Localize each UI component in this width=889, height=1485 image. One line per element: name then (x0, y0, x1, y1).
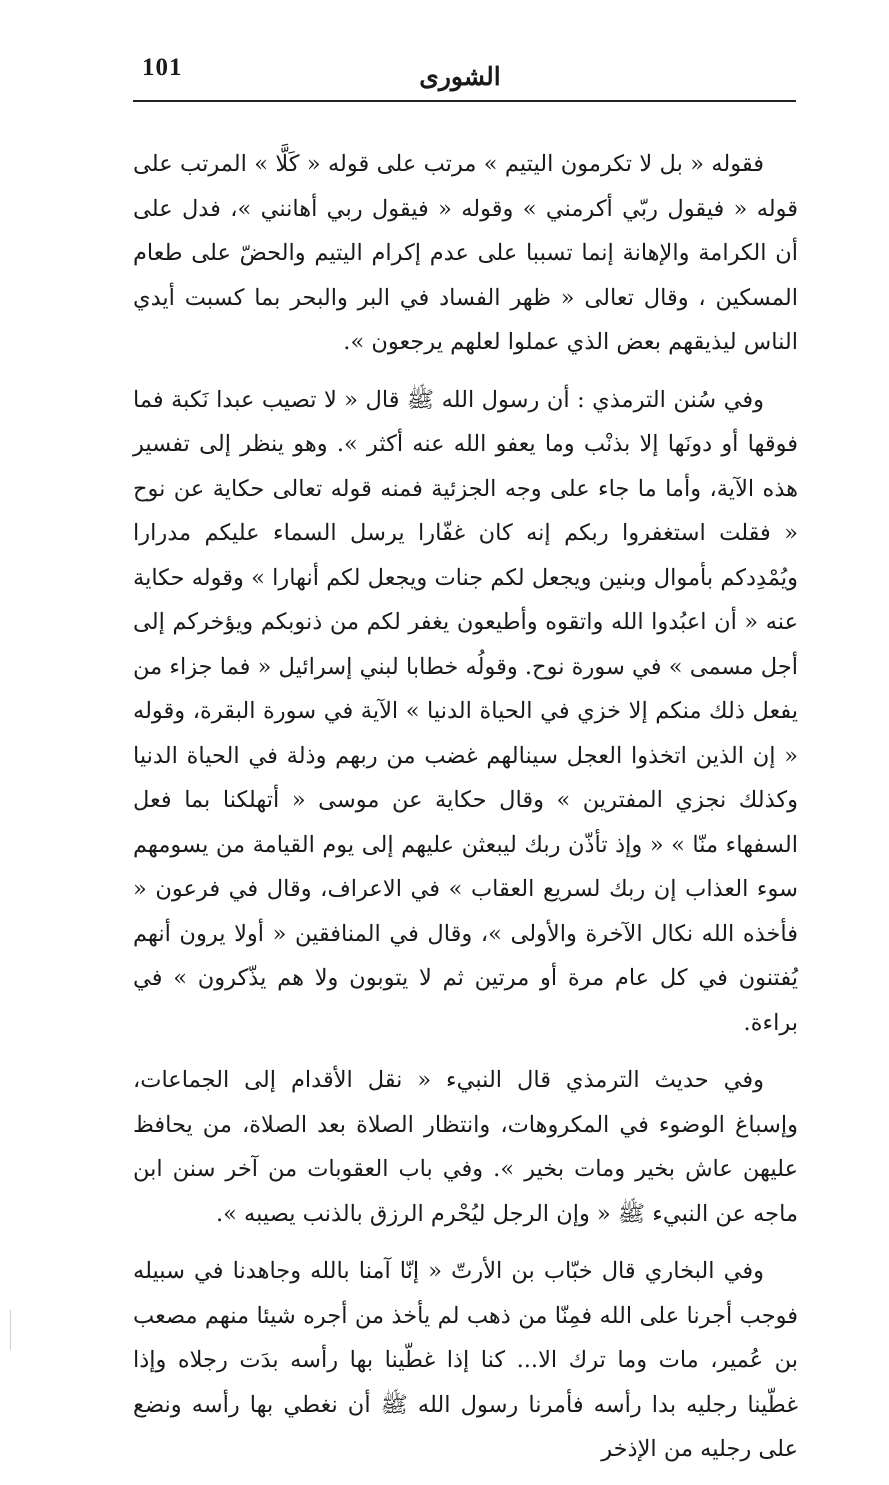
paragraph: فقوله « بل لا تكرمون اليتيم » مرتب على قوله « كَلَّا » المرتب على قوله « فيقول ربّي أكرمني » وقوله « فيقول ربي أهانني »، فدل على أن الكرامة والإهانة إنما تسببا على عدم إكرام اليتيم والحضّ على طعام المسكين ، وقال تعالى « ظهر الفساد في البر والبحر بما كسبت أيدي الناس ليذيقهم بعض الذي عملوا لعلهم يرجعون ». (133, 151, 798, 355)
running-header-title: الشورى (419, 62, 501, 91)
header-divider (133, 100, 796, 102)
scan-edge-mark (10, 1310, 11, 1350)
paragraph: وفي سُنن الترمذي : أن رسول الله ﷺ قال « لا تصيب عبدا نَكبة فما فوقها أو دونَها إلا بذنْب وما يعفو الله عنه أكثر ». وهو ينظر إلى تفسير هذه الآية، وأما ما جاء على وجه الجزئية فمنه قوله تعالى حكاية عن نوح « فقلت استغفروا ربكم إنه كان غفّارا يرسل السماء عليكم مدرارا ويُمْدِدكم بأموال وبنين ويجعل لكم جنات ويجعل لكم أنهارا » وقوله حكاية عنه « أن اعبُدوا الله واتقوه وأطيعون يغفر لكم من ذنوبكم ويؤخركم إلى أجل مسمى » في سورة نوح. وقولُه خطابا لبني إسرائيل « فما جزاء من يفعل ذلك منكم إلا خزي في الحياة الدنيا » الآية في سورة البقرة، وقوله « إن الذين اتخذوا العجل سينالهم غضب من ربهم وذلة في الحياة الدنيا وكذلك نجزي المفترين » وقال حكاية عن موسى « أتهلكنا بما فعل السفهاء منّا » « وإذ تأذّن ربك ليبعثن عليهم إلى يوم القيامة من يسومهم سوء العذاب إن ربك لسريع العقاب » في الاعراف، وقال في فرعون « فأخذه الله نكال الآخرة والأولى »، وقال في المنافقين « أولا يرون أنهم يُفتنون في كل عام مرة أو مرتين ثم لا يتوبون ولا هم يذّكرون » في براءة. (133, 386, 798, 1036)
paragraph: وفي البخاري قال خبّاب بن الأرتّ « إنّا آمنا بالله وجاهدنا في سبيله فوجب أجرنا على الله فمِنّا من ذهب لم يأخذ من أجره شيئا منهم مصعب بن عُمير، مات وما ترك الا... كنا إذا غطّينا بها رأسه بدَت رجلاه وإذا غطّينا رجليه بدا رأسه فأمرنا رسول الله ﷺ أن نغطي بها رأسه ونضع على رجليه من الإذخر (133, 1258, 798, 1462)
paragraph: وفي حديث الترمذي قال النبيء « نقل الأقدام إلى الجماعات، وإسباغ الوضوء في المكروهات، وانتظار الصلاة بعد الصلاة، من يحافظ عليهن عاش بخير ومات بخير ». وفي باب العقوبات من آخر سنن ابن ماجه عن النبيء ﷺ « وإن الرجل ليُحْرم الرزق بالذنب يصيبه ». (133, 1067, 798, 1227)
page-number: 101 (142, 54, 183, 81)
body-text (133, 142, 798, 1485)
